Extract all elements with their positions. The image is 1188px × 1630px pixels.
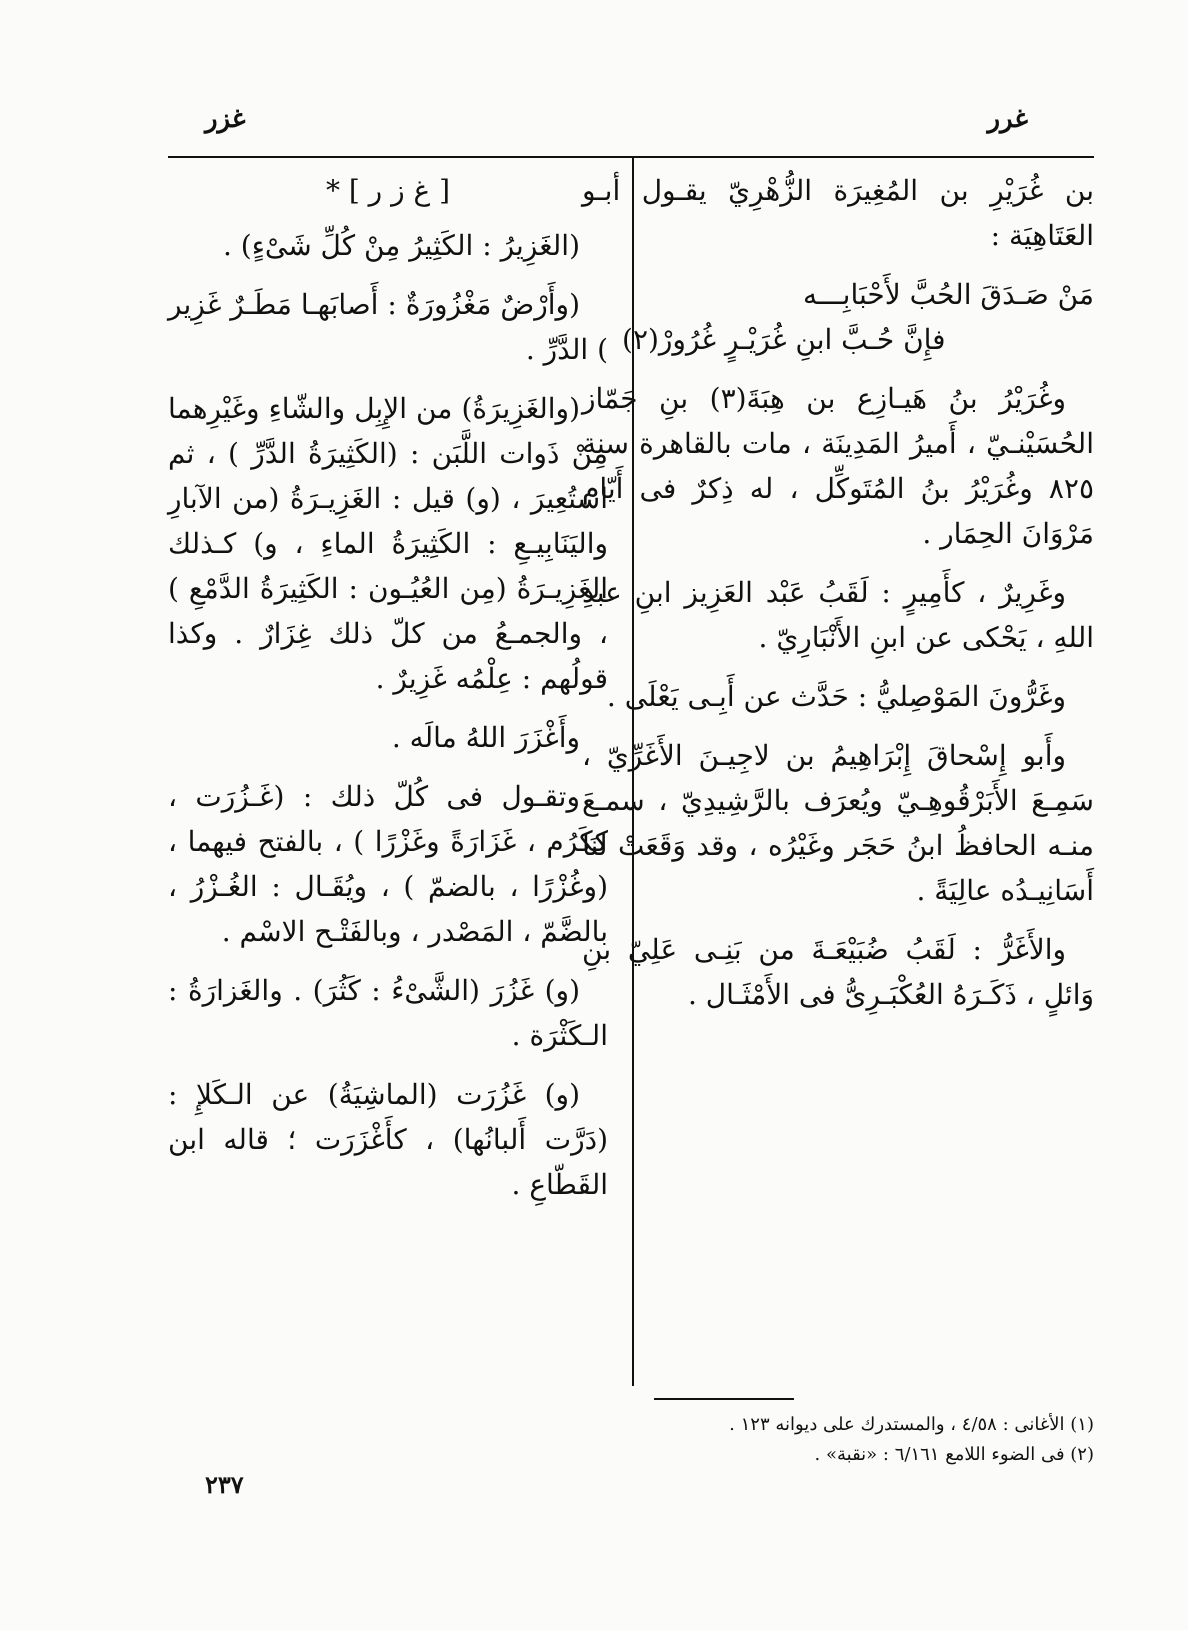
running-head-right: غرر [987,104,1028,134]
paragraph: بن غُرَيْرِ بن المُغِيرَة الزُّهْرِيّ يقـول أبـو العَتَاهِيَة : [582,174,1094,252]
verse [582,272,1094,362]
paragraph: (الغَزِيرُ : الكَثِيرُ مِنْ كُلِّ شَىْءٍ) . [222,229,580,262]
verse-line-2: فإِنَّ حُـبَّ ابنِ غُرَيْـرٍ غُرُورْ(٢) [622,323,946,356]
paragraph: وأَبو إِسْحاقَ إِبْرَاهِيمُ بن لاجِيـنَ الأَغَرِّيّ ، سَمِـعَ الأَبَرْقُوهِـيّ ويُعرَف بالرَّشِيدِيّ ، سمـعَ منـه الحافظُ ابنُ حَجَر وغَيْرُه ، وقد وَقَعَتْ لنَا أَسَانِيـدُه عالِيَةً . [582,739,1094,907]
footnotes [582,1410,1094,1470]
footnote-2: (٢) فى الضوء اللامع ٦/١٦١ : «نقبة» . [814,1444,1094,1465]
running-head-left: غزر [205,104,246,134]
page-number: ٢٣٧ [205,1470,244,1499]
paragraph: (و) غَزُرَت (الماشِيَةُ) عن الـكَلإِ : (دَرَّت أَلبانُها) ، كأَغْزَرَت ؛ قاله ابن القَطّاعِ . [168,1078,608,1201]
paragraph: والأَغَرُّ : لَقَبُ ضُبَيْعَـةَ من بَنِـى عَلِيّ بنِ وَائلٍ ، ذَكَـرَهُ العُكْبَـرِىُّ فى الأَمْثَـال . [582,933,1094,1011]
paragraph: وغَرِيرٌ ، كأَمِيرٍ : لَقَبُ عَبْد العَزِيز ابنِ عبدِ اللهِ ، يَحْكى عن ابنِ الأَنْبَارِيّ . [582,576,1094,654]
footnote-rule [654,1398,794,1400]
paragraph: (والغَزِيرَةُ) من الإِبِل والشّاءِ وغَيْرِهما مِنْ ذَوات اللَّبَن : (الكَثِيرَةُ الدَّرِّ ) ، ثم استُعِيرَ ، (و) قيل : الغَزِيـرَةُ (من الآبارِ واليَنَابِيـعِ : الكَثِيرَةُ الماءِ ، و) كـذلك الغَزِيـرَةُ (مِن العُيُـون : الكَثِيرَةُ الدَّمْعِ ) ، والجمـعُ من كلّ ذلك غِزَارٌ . وكذا قولُهم : عِلْمُه غَزِيرٌ . [168,392,608,695]
paragraph: وغُرَيْرُ بنُ هَيـازِع بن هِبَةَ(٣) بنِ جَمّاز الحُسَيْنـيّ ، أَميرُ المَدِينَة ، مات بالقاهرة سنة ٨٢٥ وغُرَيْرُ بنُ المُتَوكِّل ، له ذِكرٌ فى أَيّام مَرْوَانَ الحِمَار . [582,382,1094,550]
paragraph: وأَغْزَرَ اللهُ مالَه . [391,721,580,754]
footnote-1: (١) الأغانى : ٤/٥٨ ، والمستدرك على ديوانه ١٢٣ . [729,1414,1094,1435]
left-column [168,168,608,1221]
paragraph: وتقـول فى كُلّ ذلك : (غَـزُرَت ، ككَرُم ، غَزَارَةً وغَزْرًا ) ، بالفتح فيهما ، (وغُزْرًا ، بالضمّ ) ، ويُقَـال : الغُـزْرُ ، بالضَّمّ ، المَصْدر ، وبالفَتْـح الاسْم . [168,780,608,948]
paragraph: (وأَرْضٌ مَغْزُورَةٌ : أَصابَهـا مَطَـرٌ غَزِير ) الدَّرِّ . [168,288,608,366]
right-column [582,168,1094,1031]
header-rule [168,156,1094,158]
entry-heading: [ غ ز ر ] * [325,174,451,207]
paragraph: وغَرُّونَ المَوْصِليُّ : حَدَّث عن أَبِـى يَعْلَى . [606,680,1066,713]
paragraph: (و) غَزُرَ (الشَّىْءُ : كَثُرَ) . والغَزارَةُ : الـكَثْرَة . [168,974,608,1052]
verse-line-1: مَنْ صَـدَقَ الحُبَّ لأَحْبَابِـــه [803,278,1094,311]
